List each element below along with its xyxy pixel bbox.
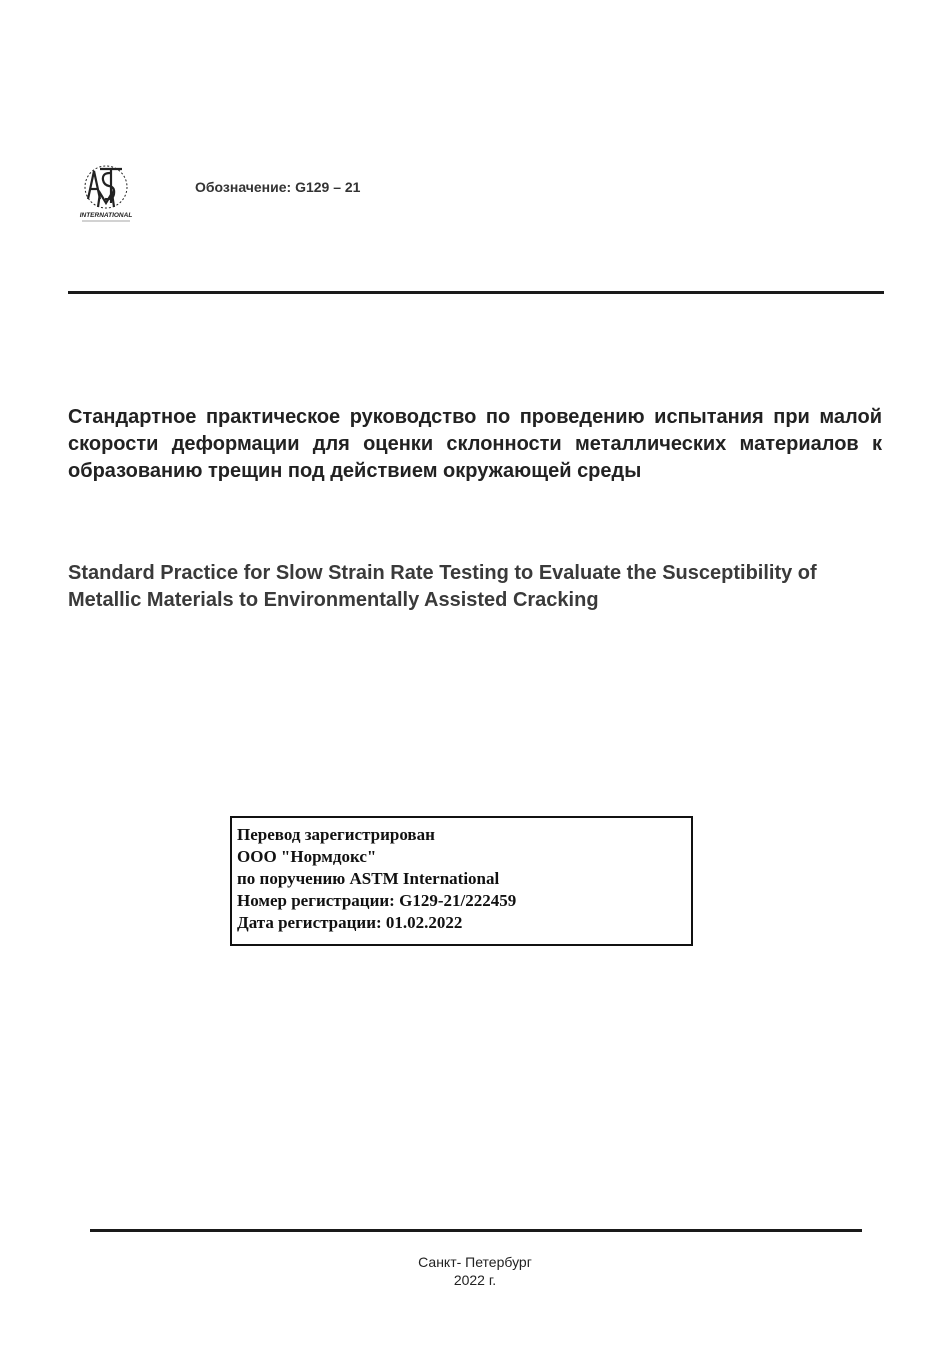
footer-year: 2022 г. — [453, 1272, 497, 1288]
top-divider — [68, 291, 884, 294]
title-russian: Стандартное практическое руководство по проведению испытания при малой скорости деформации для оценки склонности металлических материалов к образованию трещин под действием окружающей среды — [68, 406, 882, 482]
registration-line-number: Номер регистрации: G129-21/222459 — [237, 891, 517, 910]
registration-line-company: ООО "Нормдокс" — [237, 847, 377, 866]
svg-text:INTERNATIONAL: INTERNATIONAL — [79, 212, 133, 219]
registration-line-date: Дата регистрации: 01.02.2022 — [237, 913, 463, 932]
astm-logo — [78, 163, 134, 223]
bottom-divider — [90, 1229, 862, 1232]
astm-logo-icon — [78, 163, 134, 223]
registration-line-commission: по поручению ASTM International — [237, 869, 500, 888]
footer — [0, 1253, 950, 1289]
designation-label: Обозначение: G129 – 21 — [195, 179, 361, 195]
footer-city: Санкт- Петербург — [418, 1254, 532, 1270]
registration-line-translated: Перевод зарегистрирован — [237, 825, 435, 844]
title-english: Standard Practice for Slow Strain Rate Testing to Evaluate the Susceptibility of Metallic Materials to Environmentally Assisted Cracking — [68, 562, 817, 611]
registration-box — [230, 816, 693, 946]
